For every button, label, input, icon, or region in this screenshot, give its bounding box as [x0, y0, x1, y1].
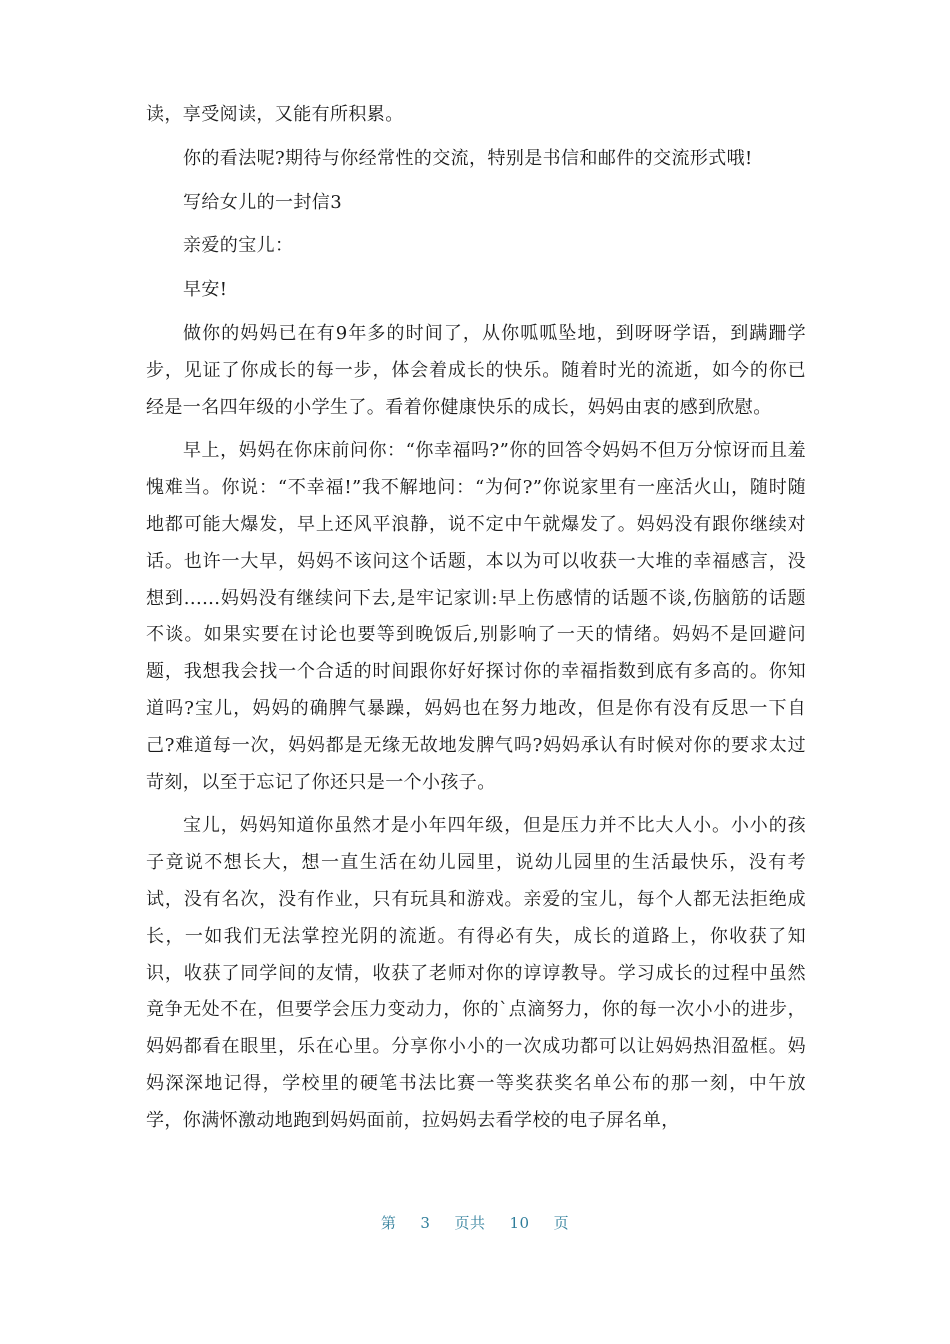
letter-greeting: 早安!	[183, 279, 228, 301]
footer-prefix: 第	[380, 1214, 397, 1232]
paragraph-body: 早上，妈妈在你床前问你：“你幸福吗?”你的回答令妈妈不但万分惊讶而且羞愧难当。你说：“不幸福!”我不解地问：“为何?”你说家里有一座活火山，随时随地都可能大爆发，早上还风平浪静，说不定中午就爆发了。妈妈没有跟你继续对话。也许一大早，妈妈不该问这个话题，本以为可以收获一大堆的幸福感言，没想到......妈妈没有继续问下去,是牢记家训:早上伤感情的话题不谈,伤脑筋的话题不谈。如果实要在讨论也要等到晚饭后,别影响了一天的情绪。妈妈不是回避问题，我想我会找一个合适的时间跟你好好探讨你的幸福指数到底有多高的。你知道吗?宝儿，妈妈的确脾气暴躁，妈妈也在努力地改，但是你有没有反思一下自己?难道每一次，妈妈都是无缘无故地发脾气吗?妈妈承认有时候对你的要求太过苛刻，以至于忘记了你还只是一个小孩子。	[146, 440, 806, 793]
paragraph-continuation: 读，享受阅读，又能有所积累。	[146, 104, 404, 125]
letter-salutation: 亲爱的宝儿：	[183, 235, 294, 257]
current-page-number: 3	[420, 1214, 431, 1232]
letter-title: 写给女儿的一封信3	[183, 191, 343, 213]
paragraph-body: 做你的妈妈已在有9年多的时间了，从你呱呱坠地，到呀呀学语，到蹒跚学步，见证了你成长的每一步，体会着成长的快乐。随着时光的流逝，如今的你已经是一名四年级的小学生了。看着你健康快乐的成长，妈妈由衷的感到欣慰。	[146, 322, 806, 418]
footer-suffix: 页	[553, 1214, 570, 1232]
paragraph-question: 你的看法呢?期待与你经常性的交流，特别是书信和邮件的交流形式哦!	[183, 147, 753, 169]
total-pages: 10	[509, 1214, 530, 1232]
page-footer	[0, 1212, 950, 1233]
document-body	[146, 97, 806, 1140]
paragraph-body: 宝儿，妈妈知道你虽然才是小年四年级，但是压力并不比大人小。小小的孩子竟说不想长大，想一直生活在幼儿园里，说幼儿园里的生活最快乐，没有考试，没有名次，没有作业，只有玩具和游戏。亲爱的宝儿，每个人都无法拒绝成长，一如我们无法掌控光阴的流逝。有得必有失，成长的道路上，你收获了知识，收获了同学间的友情，收获了老师对你的谆谆教导。学习成长的过程中虽然竟争无处不在，但要学会压力变动力，你的`点滴努力，你的每一次小小的进步，妈妈都看在眼里，乐在心里。分享你小小的一次成功都可以让妈妈热泪盈框。妈妈深深地记得，学校里的硬笔书法比赛一等奖获奖名单公布的那一刻，中午放学，你满怀激动地跑到妈妈面前，拉妈妈去看学校的电子屏名单，	[146, 815, 806, 1131]
footer-mid: 页共	[454, 1214, 486, 1232]
